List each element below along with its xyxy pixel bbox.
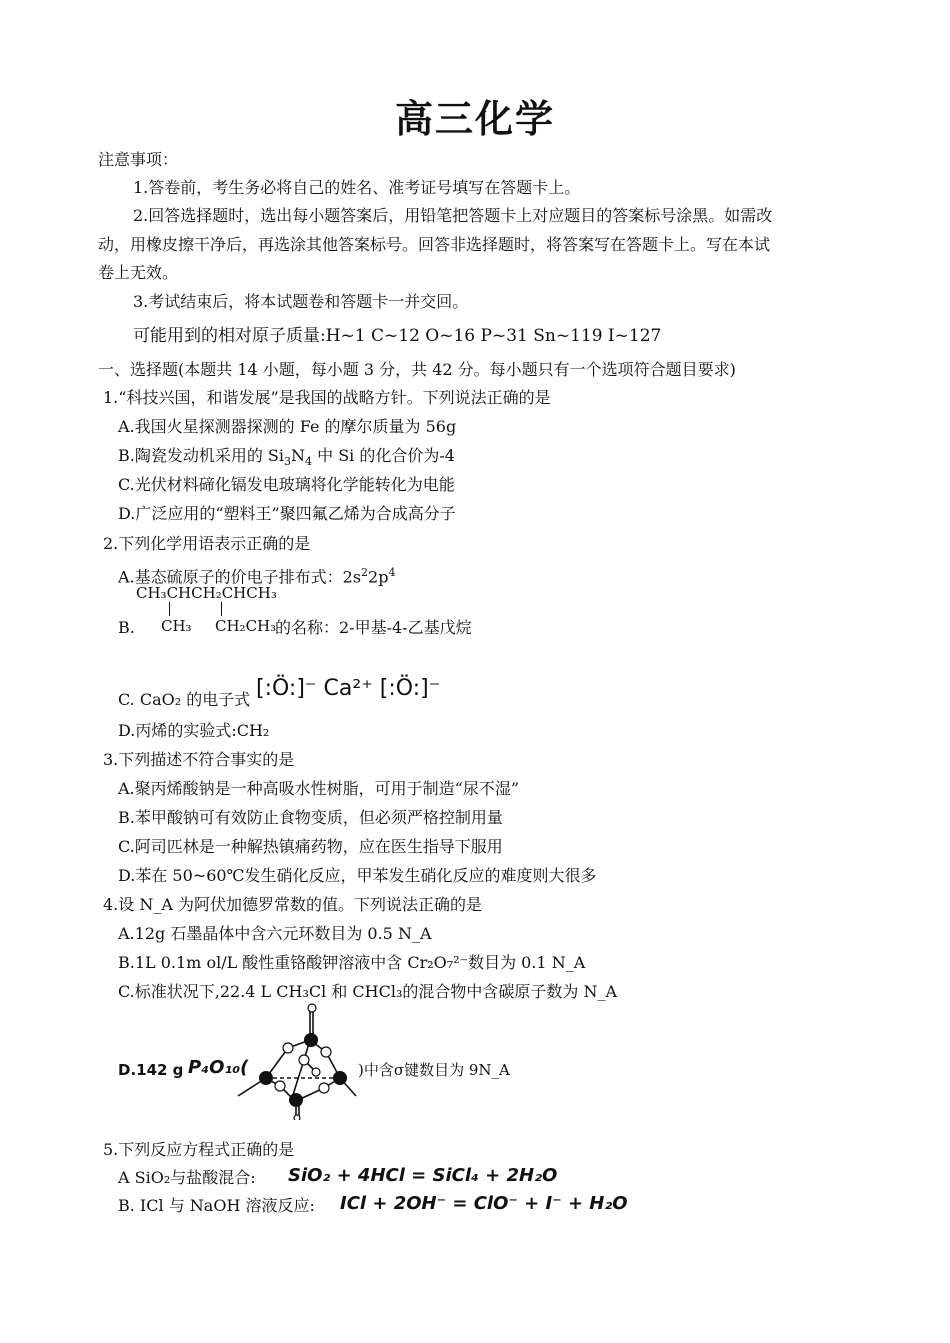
atomic-mass-line: 可能用到的相对原子质量:H~1 C~12 O~16 P~31 Sn~119 I~127 — [133, 326, 662, 346]
p4o10-molecule-diagram — [232, 1000, 362, 1120]
notice-item-3: 3.考试结束后，将本试题卷和答题卡一并交回。 — [133, 292, 469, 311]
q2-b-ethyl-branch: CH₂CH₃ — [215, 617, 277, 635]
q3-stem: 3.下列描述不符合事实的是 — [103, 750, 295, 769]
q1-option-c: C.光伏材料碲化镉发电玻璃将化学能转化为电能 — [118, 475, 455, 494]
q5-stem: 5.下列反应方程式正确的是 — [103, 1140, 295, 1159]
q4-option-c: C.标准状况下,22.4 L CH₃Cl 和 CHCl₃的混合物中含碳原子数为 N_A — [118, 982, 618, 1001]
notice-item-1: 1.答卷前，考生务必将自己的姓名、准考证号填写在答题卡上。 — [133, 178, 581, 197]
notice-item-2-line-3: 卷上无效。 — [98, 263, 179, 282]
q4-option-b: B.1L 0.1m ol/L 酸性重铬酸钾溶液中含 Cr₂O₇²⁻数目为 0.1 N_A — [118, 953, 586, 972]
cao2-lewis-structure: [:Ö:]⁻ Ca²⁺ [:Ö:]⁻ — [256, 676, 441, 701]
q5-option-a-equation: SiO₂ + 4HCl = SiCl₄ + 2H₂O — [288, 1165, 558, 1186]
q4-stem: 4.设 N_A 为阿伏加德罗常数的值。下列说法正确的是 — [103, 895, 482, 914]
section-heading: 一、选择题(本题共 14 小题，每小题 3 分，共 42 分。每小题只有一个选项符合题目要求) — [98, 360, 736, 379]
q5-option-b-equation: ICl + 2OH⁻ = ClO⁻ + I⁻ + H₂O — [340, 1193, 628, 1214]
notice-item-2-line-2: 动，用橡皮擦干净后，再选涂其他答案标号。回答非选择题时，将答案写在答题卡上。写在本试 — [98, 235, 771, 254]
q2-b-branch-line-1 — [169, 602, 170, 616]
q5-option-b-label: B. ICl 与 NaOH 溶液反应: — [118, 1196, 315, 1215]
q2-b-name: 的名称：2-甲基-4-乙基戊烷 — [275, 618, 472, 637]
q3-option-b: B.苯甲酸钠可有效防止食物变质，但必须严格控制用量 — [118, 808, 503, 827]
q2-stem: 2.下列化学用语表示正确的是 — [103, 534, 311, 553]
q1-stem: 1.“科技兴国，和谐发展”是我国的战略方针。下列说法正确的是 — [103, 388, 551, 407]
q3-option-d: D.苯在 50~60℃发生硝化反应，甲苯发生硝化反应的难度则大很多 — [118, 866, 597, 885]
page-title: 高三化学 — [394, 97, 555, 141]
q1-option-b: B.陶瓷发动机采用的 $Si_3N_4$ 中 Si 的化合价为-4 — [118, 446, 455, 469]
q4-option-a: A.12g 石墨晶体中含六元环数目为 0.5 N_A — [118, 924, 432, 943]
q2-b-branch-line-2 — [221, 602, 222, 616]
q4-option-d-tail: )中含σ键数目为 9N_A — [358, 1061, 510, 1079]
q1-option-d: D.广泛应用的“塑料王”聚四氟乙烯为合成高分子 — [118, 504, 456, 523]
q5-option-a-label: A SiO₂与盐酸混合: — [118, 1168, 256, 1187]
q2-option-c-label: C. CaO₂ 的电子式 — [118, 690, 251, 709]
q3-option-a: A.聚丙烯酸钠是一种高吸水性树脂，可用于制造“尿不湿” — [118, 779, 520, 798]
q1-option-a: A.我国火星探测器探测的 Fe 的摩尔质量为 56g — [118, 417, 457, 436]
notice-item-2-line-1: 2.回答选择题时，选出每小题答案后，用铅笔把答题卡上对应题目的答案标号涂黑。如需改 — [133, 206, 773, 225]
q2-option-d: D.丙烯的实验式:CH₂ — [118, 721, 270, 740]
q2-b-methyl-branch: CH₃ — [161, 617, 192, 635]
q2-option-b-label: B. — [118, 618, 135, 637]
p4o10-formula: P₄O₁₀( — [188, 1057, 249, 1078]
notice-heading: 注意事项： — [98, 150, 179, 169]
q2-b-main-chain: CH₃CHCH₂CHCH₃ — [136, 584, 277, 602]
q3-option-c: C.阿司匹林是一种解热镇痛药物，应在医生指导下服用 — [118, 837, 503, 856]
q4-option-d-label: D.142 g — [118, 1061, 184, 1079]
q2-option-a: A.基态硫原子的价电子排布式：$2s^22p^4$ — [118, 566, 396, 587]
